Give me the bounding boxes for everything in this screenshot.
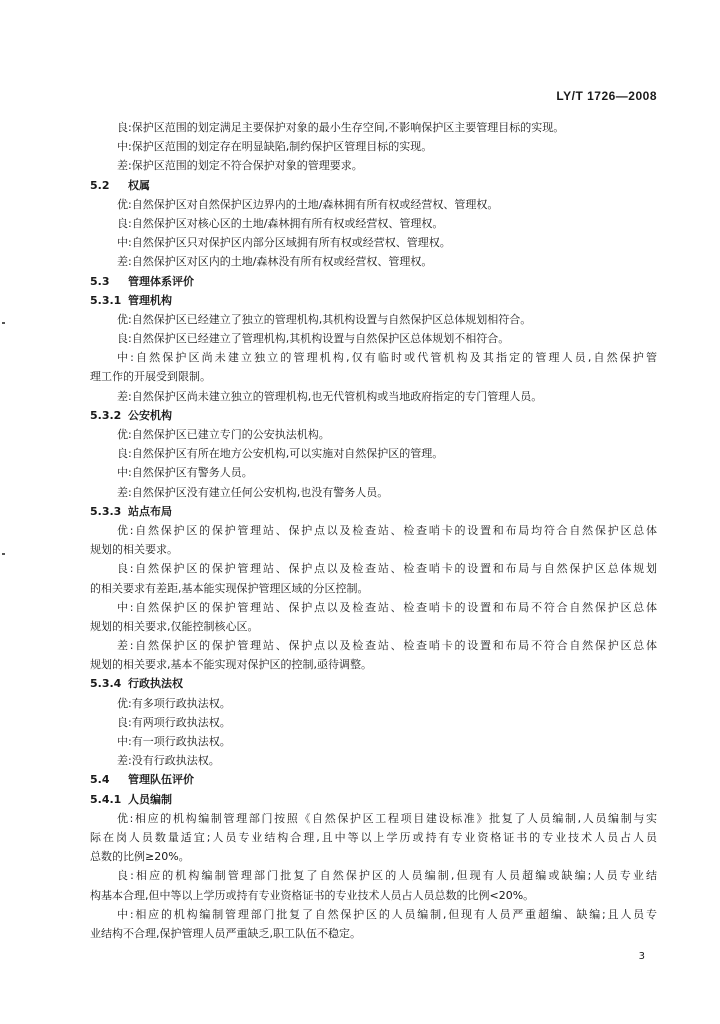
paragraph-line: 规划的相关要求,基本不能实现对保护区的控制,亟待调整。 bbox=[90, 658, 372, 672]
paragraph-line: 总数的比例≥20%。 bbox=[90, 850, 190, 864]
section-heading bbox=[90, 406, 657, 425]
section-number: 5.3.3 bbox=[90, 504, 122, 518]
section-number: 5.3 bbox=[90, 274, 110, 288]
section-number: 5.4.1 bbox=[90, 792, 122, 806]
paragraph-line: 良:保护区范围的划定满足主要保护对象的最小生存空间,不影响保护区主要管理目标的实现。 bbox=[117, 121, 565, 134]
page-number: 3 bbox=[638, 951, 645, 962]
paragraph-line: 差:自然保护区对区内的土地/森林没有所有权或经营权、管理权。 bbox=[117, 255, 433, 269]
paragraph-line: 中:保护区范围的划定存在明显缺陷,制约保护区管理目标的实现。 bbox=[117, 140, 433, 154]
scan-mark bbox=[2, 553, 5, 555]
paragraph-line: 中:自然保护区只对保护区内部分区域拥有所有权或经营权、管理权。 bbox=[117, 236, 451, 250]
paragraph-line: 差:自然保护区的保护管理站、保护点以及检查站、检查哨卡的设置和布局不符合自然保护区总体 bbox=[117, 639, 657, 653]
paragraph-line: 中:自然保护区的保护管理站、保护点以及检查站、检查哨卡的设置和布局不符合自然保护区总体 bbox=[117, 600, 657, 614]
section-title: 公安机构 bbox=[128, 408, 172, 422]
paragraph-line: 理工作的开展受到限制。 bbox=[90, 370, 211, 384]
paragraph-line: 良:有两项行政执法权。 bbox=[117, 715, 231, 729]
section-title: 权属 bbox=[128, 178, 150, 192]
section-number: 5.4 bbox=[90, 773, 110, 787]
paragraph-line: 中:相应的机构编制管理部门批复了自然保护区的人员编制,但现有人员严重超编、缺编;且人员专 bbox=[117, 907, 657, 921]
section-heading bbox=[90, 790, 657, 809]
paragraph-line: 差:没有行政执法权。 bbox=[117, 754, 220, 768]
paragraph-line: 优:自然保护区已建立专门的公安执法机构。 bbox=[117, 428, 330, 441]
section-heading bbox=[90, 272, 657, 291]
paragraph-line: 优:相应的机构编制管理部门按照《自然保护区工程项目建设标准》批复了人员编制,人员编制与实 bbox=[117, 811, 657, 825]
paragraph-line: 良:相应的机构编制管理部门批复了自然保护区的人员编制,但现有人员超编或缺编;人员专业结 bbox=[117, 869, 657, 883]
paragraph-line: 差:自然保护区没有建立任何公安机构,也没有警务人员。 bbox=[117, 485, 389, 499]
section-heading bbox=[90, 674, 657, 693]
section-heading bbox=[90, 176, 657, 195]
section-title: 行政执法权 bbox=[128, 677, 183, 691]
section-title: 管理队伍评价 bbox=[128, 773, 194, 787]
standard-number: LY/T 1726—2008 bbox=[556, 89, 657, 103]
section-heading bbox=[90, 291, 657, 310]
paragraph-line: 差:自然保护区尚未建立独立的管理机构,也无代管机构或当地政府指定的专门管理人员。 bbox=[117, 389, 543, 403]
paragraph-line: 规划的相关要求,仅能控制核心区。 bbox=[90, 619, 259, 633]
paragraph-line: 的相关要求有差距,基本能实现保护管理区域的分区控制。 bbox=[90, 581, 369, 595]
paragraph-line: 规划的相关要求。 bbox=[90, 543, 178, 557]
section-number: 5.3.2 bbox=[90, 408, 122, 422]
section-title: 人员编制 bbox=[128, 792, 172, 806]
section-number: 5.3.4 bbox=[90, 677, 122, 691]
section-title: 管理体系评价 bbox=[128, 274, 194, 288]
paragraph-line: 差:保护区范围的划定不符合保护对象的管理要求。 bbox=[117, 159, 363, 173]
section-title: 管理机构 bbox=[128, 293, 172, 307]
paragraph-line: 构基本合理,但中等以上学历或持有专业资格证书的专业技术人员占人员总数的比例<20%。 bbox=[90, 888, 535, 902]
paragraph-line: 良:自然保护区已经建立了管理机构,其机构设置与自然保护区总体规划不相符合。 bbox=[117, 332, 510, 346]
paragraph-line: 优:自然保护区的保护管理站、保护点以及检查站、检查哨卡的设置和布局均符合自然保护区总体 bbox=[117, 523, 657, 537]
paragraph-line: 中:自然保护区有警务人员。 bbox=[117, 466, 253, 480]
paragraph-line: 良:自然保护区有所在地方公安机构,可以实施对自然保护区的管理。 bbox=[117, 447, 444, 461]
paragraph-line: 优:有多项行政执法权。 bbox=[117, 696, 231, 710]
paragraph-line: 良:自然保护区的保护管理站、保护点以及检查站、检查哨卡的设置和布局与自然保护区总体规划 bbox=[117, 562, 657, 576]
section-number: 5.2 bbox=[90, 178, 110, 192]
paragraph-line: 良:自然保护区对核心区的土地/森林拥有所有权或经营权、管理权。 bbox=[117, 216, 444, 230]
section-title: 站点布局 bbox=[128, 504, 172, 518]
paragraph-line: 优:自然保护区已经建立了独立的管理机构,其机构设置与自然保护区总体规划相符合。 bbox=[117, 312, 532, 326]
paragraph-line: 优:自然保护区对自然保护区边界内的土地/森林拥有所有权或经营权、管理权。 bbox=[117, 197, 499, 211]
paragraph-line: 业结构不合理,保护管理人员严重缺乏,职工队伍不稳定。 bbox=[90, 926, 361, 940]
paragraph-line: 际在岗人员数量适宜;人员专业结构合理,且中等以上学历或持有专业资格证书的专业技术人员占人员 bbox=[90, 830, 657, 844]
paragraph-line: 中:自然保护区尚未建立独立的管理机构,仅有临时或代管机构及其指定的管理人员,自然保护管 bbox=[117, 351, 657, 365]
section-number: 5.3.1 bbox=[90, 293, 122, 307]
scan-mark bbox=[2, 322, 5, 324]
document-body bbox=[90, 118, 657, 943]
section-heading bbox=[90, 770, 657, 789]
paragraph-line: 中:有一项行政执法权。 bbox=[117, 735, 231, 748]
section-heading bbox=[90, 502, 657, 521]
